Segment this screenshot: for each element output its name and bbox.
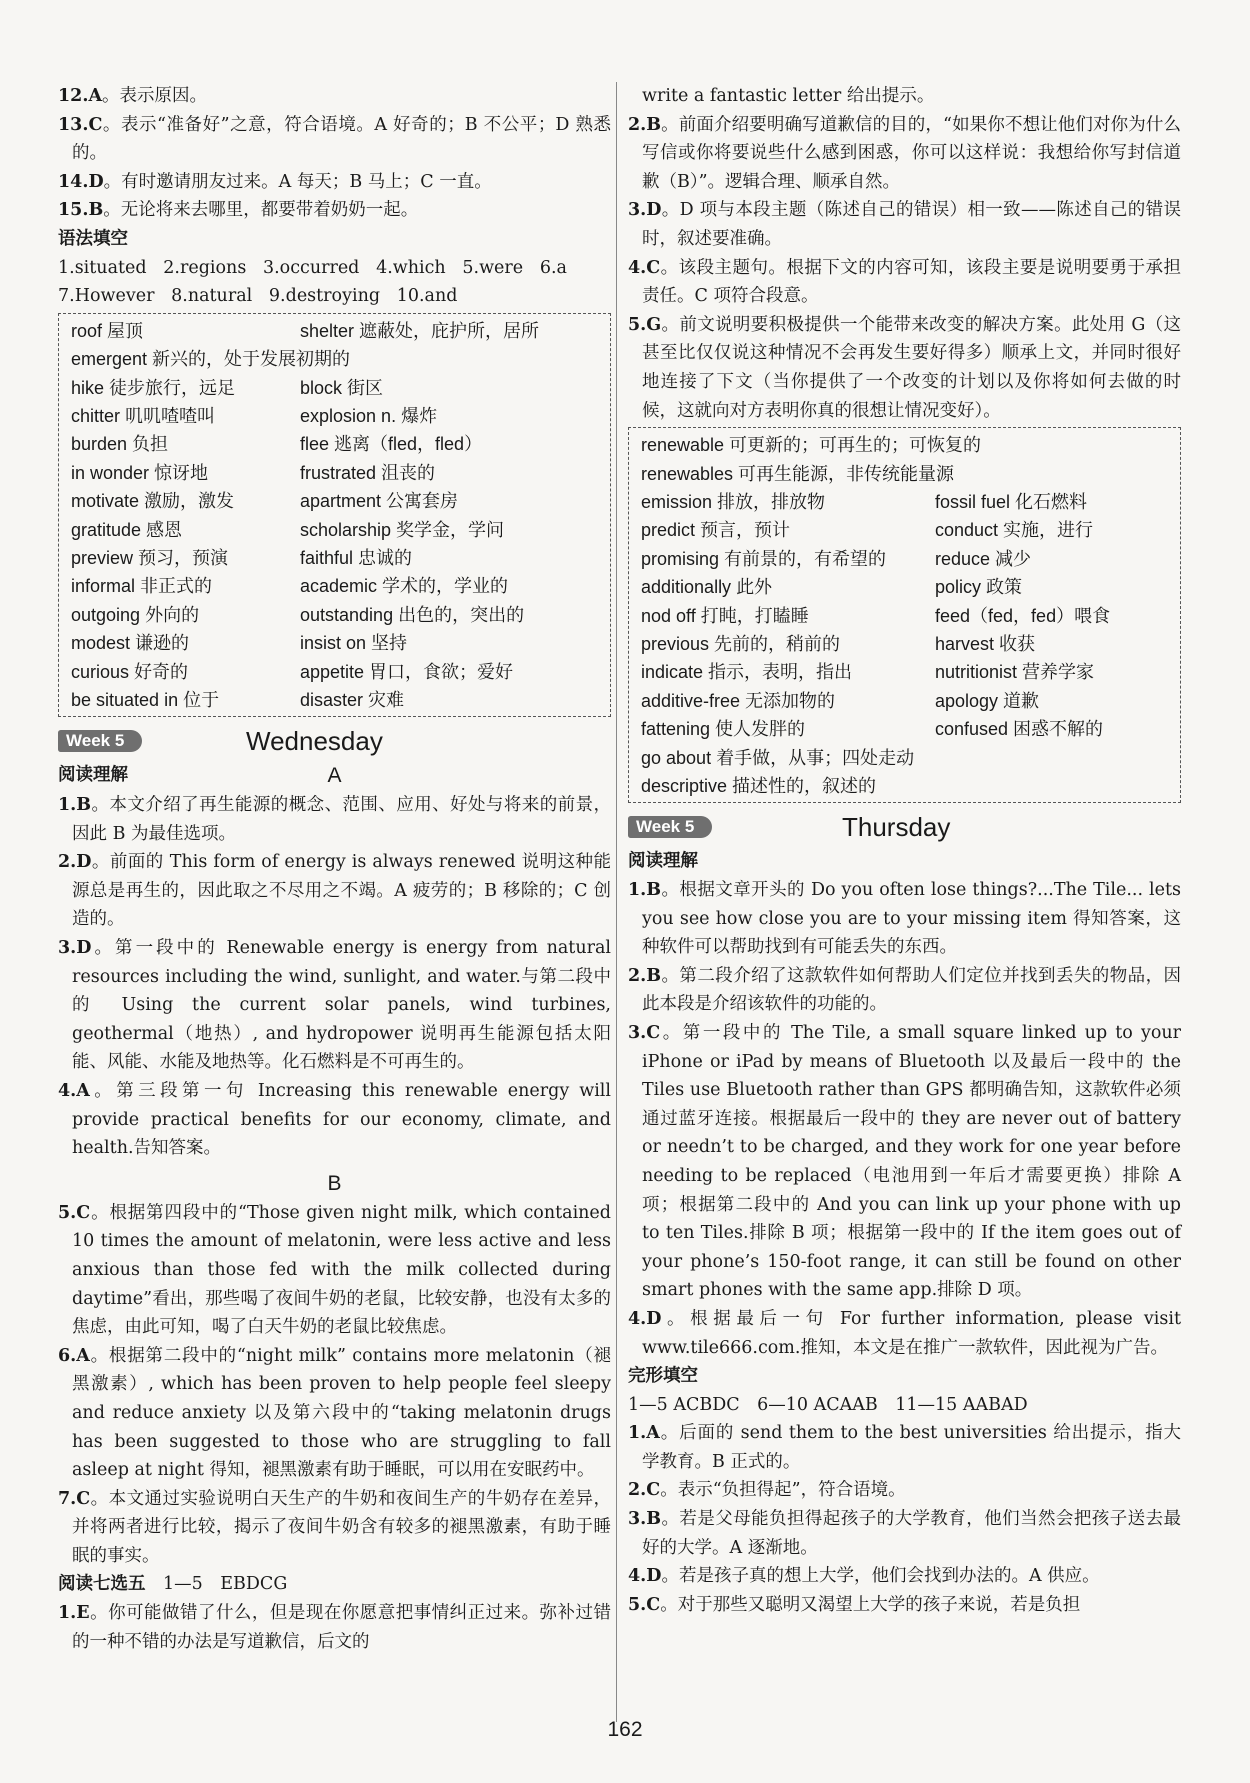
vocab-entry: explosion n. 爆炸: [300, 405, 438, 426]
answer-number: 5.C: [628, 1594, 661, 1615]
answer-list-a: [58, 791, 611, 1163]
answer-explanation: 。有时邀请朋友过来。A 每天；B 马上；C 一直。: [103, 171, 492, 192]
vocab-entry: disaster 灾难: [300, 690, 405, 711]
answer-explanation: 。本文通过实验说明白天生产的牛奶和夜间生产的牛奶存在差异，并将两者进行比较，揭示了夜间牛奶含有较多的褪黑激素，有助于睡眠的事实。: [72, 1488, 611, 1566]
vocab-row: [71, 459, 602, 487]
answer-explanation: 。第三段第一句 Increasing this renewable energy will provide practical benefits for our economy, climate, and health.告知答案。: [72, 1080, 611, 1159]
vocab-entry: modest 谦逊的: [71, 633, 190, 654]
answer-number: 3.C: [628, 1022, 661, 1043]
vocab-entry: insist on 坚持: [300, 633, 408, 654]
answer-item: [58, 934, 611, 1077]
answer-explanation: 。D 项与本段主题（陈述自己的错误）相一致——陈述自己的错误时，叙述要准确。: [642, 200, 1181, 249]
vocabulary-box: [58, 313, 611, 718]
answer-number: 1.A: [628, 1423, 660, 1444]
answer-explanation: 。表示“准备好”之意，符合语境。A 好奇的；B 不公平；D 熟悉的。: [72, 114, 611, 164]
vocabulary-box-right: [628, 427, 1181, 803]
answer-item: [628, 311, 1181, 425]
vocab-entry: apology 道歉: [935, 690, 1040, 711]
answer-item: [628, 254, 1181, 311]
answer-number: 2.B: [628, 114, 662, 135]
seven-answers: 1—5 EBDCG: [163, 1574, 288, 1595]
section-a-label: A: [327, 764, 342, 788]
answer-explanation: 。前面的 This form of energy is always renewed 说明这种能源总是再生的，因此取之不尽用之不竭。A 疲劳的；B 移除的；C 创造的。: [72, 852, 611, 930]
answer-number: 1.E: [58, 1603, 90, 1624]
vocab-entry: chitter 叽叽喳喳叫: [71, 405, 216, 426]
vocab-entry: hike 徒步旅行，远足: [71, 377, 236, 398]
vocab-row: [71, 601, 602, 629]
vocab-entry: block 街区: [300, 377, 384, 398]
answer-list-seven: [58, 1599, 611, 1656]
grammar-answers-1: 1.situated 2.regions 3.occurred 4.which 5.were 6.a: [58, 257, 567, 278]
answer-explanation: 。第一段中的 Renewable energy is energy from natural resources including the wind, sunlight, and water.与第二段中的 Using the current solar panels, wind turbines, geothermal（地热）, and hydropower 说明再生能源包括太阳能、风能、水能及地热等。化石燃料是不可再生的。: [72, 938, 611, 1073]
vocab-entry: previous 先前的，稍前的: [641, 633, 841, 654]
answer-list-b: [58, 1199, 611, 1571]
answer-item: [58, 1199, 611, 1342]
vocab-entry: outstanding 出色的，突出的: [300, 604, 525, 625]
answer-list-top: [58, 82, 611, 225]
answer-explanation: 。前文说明要积极提供一个能带来改变的解决方案。此处用 G（这甚至比仅仅说这种情况不会再发生要好得多）顺承上文，并同时很好地连接了下文（当你提供了一个改变的计划以及你将如何去做的时候，这就向对方表明你真的很想让情况变好）。: [642, 314, 1181, 421]
section-b-label: B: [327, 1171, 342, 1195]
vocab-entry: renewables 可再生能源，非传统能量源: [641, 463, 955, 484]
answer-item: [58, 1077, 611, 1163]
answer-item: [628, 196, 1181, 253]
vocab-entry: be situated in 位于: [71, 690, 220, 711]
vocab-row: [641, 431, 1172, 459]
vocab-entry: go about 着手做，从事；四处走动: [641, 747, 915, 768]
answer-explanation: 。根据文章开头的 Do you often lose things?...The Tile... lets you see how close you are to your missing item 得知答案，这种软件可以帮助找到有可能丢失的东西。: [642, 880, 1181, 958]
answer-number: 2.D: [58, 852, 92, 873]
answer-explanation: 。前面介绍要明确写道歉信的目的，“如果你不想让他们对你为什么写信或你将要说些什么感到困惑，你可以这样说：我想给你写封信道歉（B）”。逻辑合理、顺承自然。: [642, 114, 1181, 192]
vocab-row: [641, 744, 1172, 772]
vocab-row: [641, 658, 1172, 686]
vocab-row: [71, 544, 602, 572]
vocab-entry: confused 困惑不解的: [935, 719, 1104, 740]
vocab-entry: appetite 胃口，食欲；爱好: [300, 661, 514, 682]
vocab-entry: apartment 公寓套房: [300, 491, 459, 512]
vocab-entry: descriptive 描述性的，叙述的: [641, 776, 877, 796]
cloze-title: 完形填空: [628, 1366, 698, 1387]
vocab-row: [641, 460, 1172, 488]
answer-number: 5.C: [58, 1202, 91, 1223]
week-header: [58, 721, 611, 761]
vocab-entry: burden 负担: [71, 434, 169, 455]
grammar-answers-2: 7.However 8.natural 9.destroying 10.and: [58, 286, 458, 307]
vocab-entry: predict 预言，预计: [641, 520, 791, 541]
continuation-text: write a fantastic letter 给出提示。: [642, 86, 935, 106]
answer-item: [58, 848, 611, 934]
answer-item: [628, 962, 1181, 1019]
vocab-row: [71, 374, 602, 402]
vocab-entry: outgoing 外向的: [71, 604, 200, 625]
answer-explanation: 。根据第四段中的“Those given night milk, which contained 10 times the amount of melatonin, were less active and less anxious than those fed with the milk collected during daytime”看出，那些喝了夜间牛奶的老鼠，比较安静，也没有太多的焦虑，由此可知，喝了白天牛奶的老鼠比较焦虑。: [72, 1202, 611, 1338]
vocab-row: [641, 545, 1172, 573]
vocab-row: [71, 686, 602, 714]
vocab-row: [71, 402, 602, 430]
vocab-entry: additive-free 无添加物的: [641, 690, 836, 711]
vocab-row: [641, 602, 1172, 630]
vocab-entry: renewable 可更新的；可再生的；可恢复的: [641, 435, 982, 456]
vocab-entry: scholarship 奖学金，学问: [300, 519, 505, 540]
answer-explanation: 。后面的 send them to the best universities 给出提示，指大学教育。B 正式的。: [642, 1423, 1181, 1472]
vocab-entry: nod off 打盹，打瞌睡: [641, 605, 809, 626]
answer-explanation: 。若是父母能负担得起孩子的大学教育，他们当然会把孩子送去最好的大学。A 逐渐地。: [642, 1509, 1181, 1558]
vocab-row: [641, 715, 1172, 743]
answer-item: [58, 168, 611, 197]
answer-item: [58, 791, 611, 848]
day-title-right: Thursday: [842, 811, 951, 842]
vocab-row: [641, 488, 1172, 516]
answer-item: [58, 196, 611, 225]
answer-explanation: 。该段主题句。根据下文的内容可知，该段主要是说明要勇于承担责任。C 项符合段意。: [642, 257, 1181, 307]
vocab-entry: harvest 收获: [935, 633, 1036, 654]
answer-list-top-right: [628, 111, 1181, 426]
answer-number: 4.C: [628, 257, 661, 278]
right-column: [628, 82, 1181, 1619]
answer-number: 1.B: [628, 880, 662, 900]
vocab-entry: conduct 实施，进行: [935, 520, 1094, 541]
week-header-right: [628, 807, 1181, 847]
answer-number: 15.B: [58, 200, 104, 221]
vocab-entry: emergent 新兴的，处于发展初期的: [71, 349, 351, 370]
cloze-answers: 1—5 ACBDC 6—10 ACAAB 11—15 AABAD: [628, 1394, 1028, 1415]
answer-number: 4.D: [628, 1308, 662, 1329]
answer-number: 6.A: [58, 1345, 90, 1366]
answer-number: 7.C: [58, 1488, 91, 1509]
answer-number: 13.C: [58, 114, 103, 135]
column-divider: [616, 82, 617, 1722]
seven-title: 阅读七选五: [58, 1574, 146, 1595]
answer-explanation: 。若是孩子真的想上大学，他们会找到办法的。A 供应。: [661, 1566, 1100, 1587]
answer-number: 4.A: [58, 1080, 90, 1101]
answer-number: 12.A: [58, 86, 103, 106]
answer-number: 4.D: [628, 1566, 662, 1587]
answer-explanation: 。根据最后一句 For further information, please visit www.tile666.com.推知，本文是在推广一款软件，因此视为广告。: [642, 1308, 1181, 1358]
vocab-entry: indicate 指示，表明，指出: [641, 662, 853, 683]
day-title: Wednesday: [246, 725, 383, 756]
vocab-row: [641, 630, 1172, 658]
vocab-row: [71, 629, 602, 657]
answer-explanation: 。无论将来去哪里，都要带着奶奶一起。: [103, 200, 419, 221]
answer-item: [58, 1485, 611, 1571]
answer-number: 2.C: [628, 1480, 661, 1501]
answer-number: 3.D: [628, 200, 662, 221]
vocab-entry: additionally 此外: [641, 577, 773, 598]
answer-explanation: 。表示“负担得起”，符合语境。: [660, 1480, 906, 1501]
vocab-row: [71, 317, 602, 345]
week-badge-right: Week 5: [628, 816, 712, 838]
answer-item: [628, 1562, 1181, 1591]
answer-item: [628, 1505, 1181, 1562]
answer-explanation: 。第一段中的 The Tile, a small square linked up to your iPhone or iPad by means of Bluetooth 以及最后一段中的 the Tiles use Bluetooth rather than GPS 都明确告知，这款软件必须通过蓝牙连接。根据最后一段中的 they are never out of battery or needn’t to be charged, and they work for one year before needing to be replaced（电池用到一年后才需要更换）排除 A 项；根据第二段中的 And you can link up your phone with up to ten Tiles.排除 B 项；根据第一段中的 If the item goes out of your phone’s 150-foot range, it can still be found on other smart phones with the same app.排除 D 项。: [642, 1022, 1181, 1301]
answer-number: 5.G: [628, 314, 662, 335]
reading-title: 阅读理解: [58, 765, 128, 786]
vocab-entry: reduce 减少: [935, 548, 1032, 569]
answer-item: [58, 1342, 611, 1485]
vocab-entry: curious 好奇的: [71, 661, 189, 682]
vocab-entry: gratitude 感恩: [71, 519, 183, 540]
answer-list-reading: [628, 876, 1181, 1362]
vocab-entry: flee 逃离（fled，fled）: [300, 434, 483, 455]
answer-explanation: 。对于那些又聪明又渴望上大学的孩子来说，若是负担: [660, 1594, 1081, 1615]
vocab-entry: in wonder 惊讶地: [71, 462, 209, 483]
answer-number: 1.B: [58, 795, 92, 816]
vocab-entry: roof 屋顶: [71, 320, 144, 341]
answer-number: 14.D: [58, 171, 104, 192]
vocab-entry: academic 学术的，学业的: [300, 576, 509, 597]
vocab-row: [71, 516, 602, 544]
reading-title-right: 阅读理解: [628, 851, 698, 872]
answer-item: [628, 876, 1181, 962]
vocab-entry: motivate 激励，激发: [71, 491, 235, 512]
vocab-entry: faithful 忠诚的: [300, 548, 413, 568]
vocab-entry: emission 排放，排放物: [641, 491, 826, 512]
vocab-row: [641, 516, 1172, 544]
answer-item: [628, 1305, 1181, 1362]
vocab-row: [71, 487, 602, 515]
vocab-entry: nutritionist 营养学家: [935, 662, 1095, 683]
answer-number: 3.D: [58, 938, 92, 958]
answer-explanation: 。根据第二段中的“night milk” contains more melatonin（褪黑激素）, which has been proven to help people feel sleepy and reduce anxiety 以及第六段中的“taking melatonin drugs has been suggested to those who are struggling to fall asleep at night 得知，褪黑激素有助于睡眠，可以用在安眠药中。: [72, 1345, 611, 1481]
answer-list-cloze: [628, 1419, 1181, 1619]
answer-item: [628, 111, 1181, 197]
vocab-row: [71, 345, 602, 373]
vocab-row: [71, 658, 602, 686]
answer-explanation: 。你可能做错了什么，但是现在你愿意把事情纠正过来。弥补过错的一种不错的办法是写道歉信，后文的: [72, 1603, 611, 1652]
answer-item: [628, 1419, 1181, 1476]
answer-item: [58, 111, 611, 168]
answer-item: [58, 1599, 611, 1656]
vocab-row: [71, 430, 602, 458]
answer-item: [628, 1019, 1181, 1305]
answer-item: [628, 1476, 1181, 1505]
vocab-row: [641, 687, 1172, 715]
answer-number: 2.B: [628, 965, 662, 986]
vocab-entry: feed（fed，fed）喂食: [935, 605, 1111, 626]
vocab-entry: promising 有前景的，有希望的: [641, 548, 887, 569]
vocab-row: [71, 572, 602, 600]
grammar-title: 语法填空: [58, 228, 128, 249]
seven-choose-five-title: [58, 1570, 611, 1599]
vocab-entry: shelter 遮蔽处，庇护所，居所: [300, 320, 540, 341]
answer-explanation: 。表示原因。: [102, 86, 208, 106]
answer-explanation: 。第二段介绍了这款软件如何帮助人们定位并找到丢失的物品，因此本段是介绍该软件的功能的。: [642, 965, 1181, 1015]
vocab-entry: policy 政策: [935, 577, 1023, 598]
answer-item: [58, 82, 611, 111]
answer-explanation: 。本文介绍了再生能源的概念、范围、应用、好处与将来的前景，因此 B 为最佳选项。: [72, 795, 611, 844]
answer-number: 3.B: [628, 1509, 662, 1530]
vocab-entry: frustrated 沮丧的: [300, 462, 436, 483]
vocab-row: [641, 772, 1172, 800]
vocab-entry: fattening 使人发胖的: [641, 719, 806, 740]
page-number: 162: [607, 1718, 643, 1741]
vocab-entry: informal 非正式的: [71, 576, 213, 597]
vocab-row: [641, 573, 1172, 601]
answer-item: [628, 1591, 1181, 1620]
week-badge: Week 5: [58, 730, 142, 752]
left-column: [58, 82, 611, 1656]
vocab-entry: preview 预习，预演: [71, 548, 229, 568]
vocab-entry: fossil fuel 化石燃料: [935, 491, 1088, 512]
